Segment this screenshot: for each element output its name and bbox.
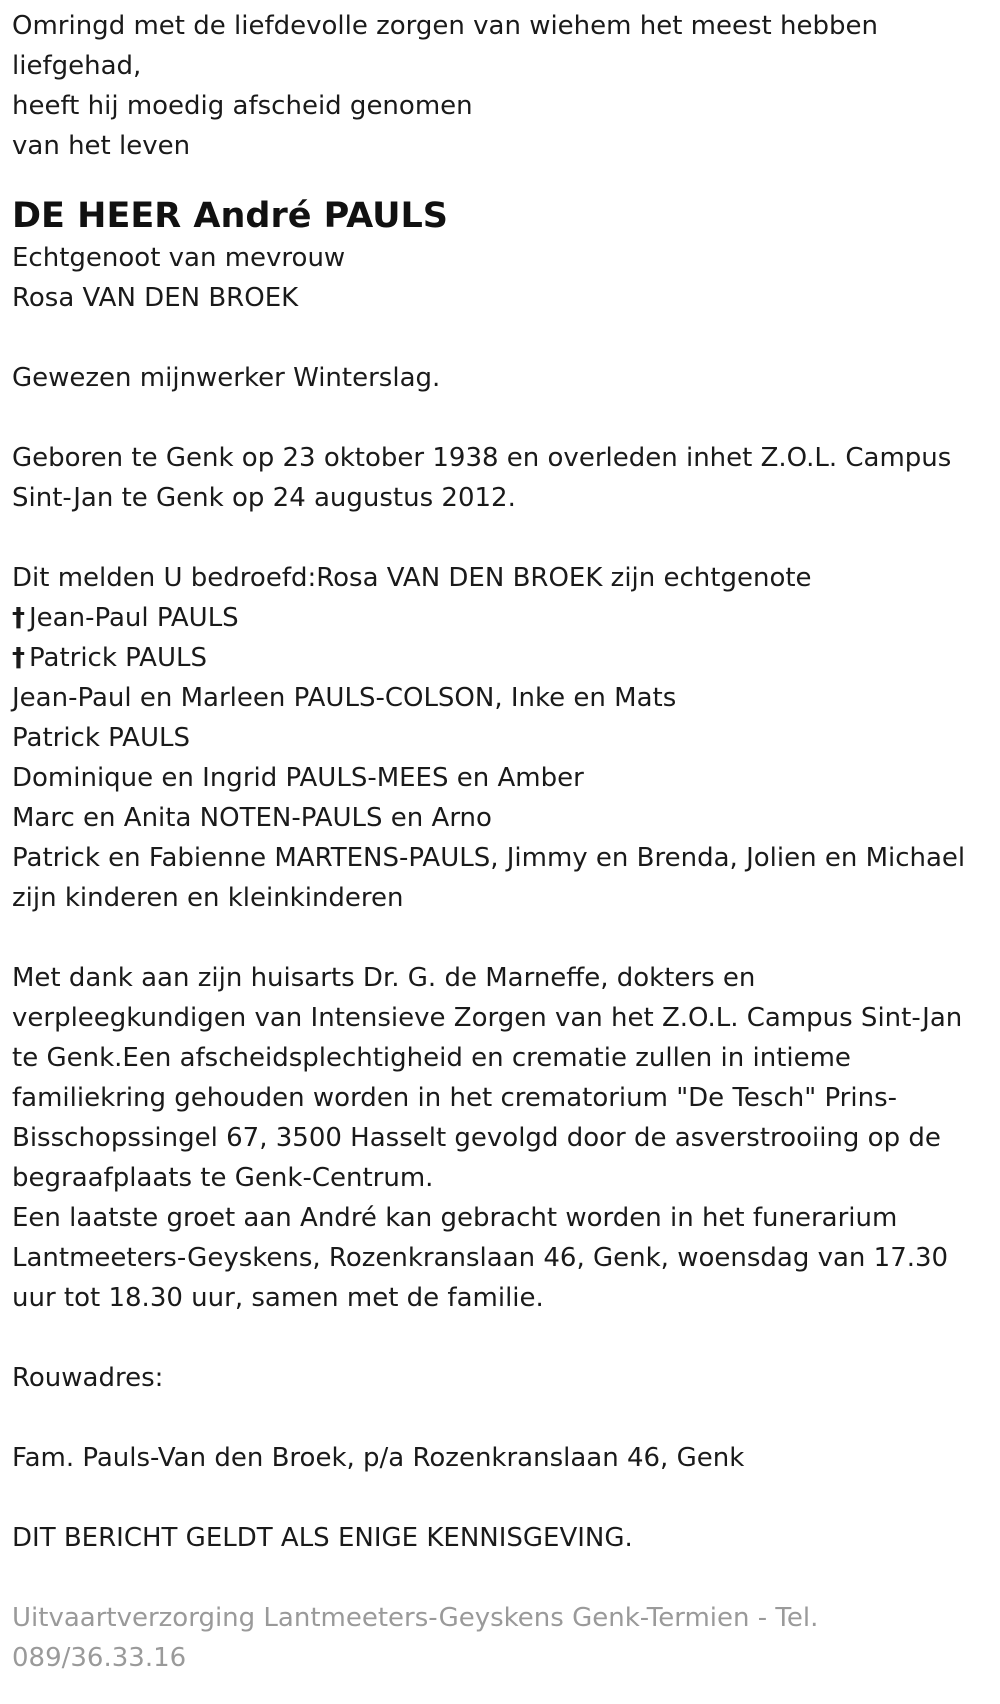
thanks-line: te Genk.Een afscheidsplechtigheid en crematie zullen in intieme (12, 1043, 851, 1073)
mourning-address-paragraph (12, 1438, 988, 1478)
cross-icon: † (12, 643, 25, 673)
family-member: Patrick PAULS (12, 723, 190, 753)
family-intro-line: Dit melden U bedroefd:Rosa VAN DEN BROEK zijn echtgenote (12, 563, 812, 593)
spouse-line: Echtgenoot van mevrouw (12, 243, 346, 273)
notice-paragraph (12, 1518, 988, 1558)
footer-line: Uitvaartverzorging Lantmeeters-Geyskens Genk-Termien - Tel. (12, 1603, 819, 1633)
intro-line: van het leven (12, 131, 191, 161)
intro-line: Omringd met de liefdevolle zorgen van wiehem het meest hebben (12, 11, 878, 41)
thanks-line: uur tot 18.30 uur, samen met de familie. (12, 1283, 544, 1313)
mourning-address-label-paragraph (12, 1358, 988, 1398)
family-member: Jean-Paul en Marleen PAULS-COLSON, Inke en Mats (12, 683, 677, 713)
cross-icon: † (12, 603, 25, 633)
family-member: Dominique en Ingrid PAULS-MEES en Amber (12, 763, 584, 793)
deceased-name: DE HEER André PAULS (12, 196, 449, 236)
spouse-line: Rosa VAN DEN BROEK (12, 283, 299, 313)
notice-text: DIT BERICHT GELDT ALS ENIGE KENNISGEVING. (12, 1523, 633, 1553)
thanks-line: verpleegkundigen van Intensieve Zorgen van het Z.O.L. Campus Sint-Jan (12, 1003, 963, 1033)
footer-paragraph (12, 1598, 988, 1678)
intro-line: liefgehad, (12, 51, 142, 81)
thanks-line: Lantmeeters-Geyskens, Rozenkranslaan 46, Genk, woensdag van 17.30 (12, 1243, 949, 1273)
member-name: Patrick PAULS (29, 643, 207, 673)
birth-death-line: Sint-Jan te Genk op 24 augustus 2012. (12, 483, 516, 513)
family-member: Marc en Anita NOTEN-PAULS en Arno (12, 803, 492, 833)
family-paragraph (12, 558, 988, 918)
thanks-line: Een laatste groet aan André kan gebracht worden in het funerarium (12, 1203, 898, 1233)
family-member: zijn kinderen en kleinkinderen (12, 883, 404, 913)
family-deceased-member (12, 638, 988, 678)
spouse-paragraph (12, 238, 988, 318)
deceased-section (12, 194, 988, 318)
mourning-address: Fam. Pauls-Van den Broek, p/a Rozenkranslaan 46, Genk (12, 1443, 745, 1473)
mourning-address-label: Rouwadres: (12, 1363, 164, 1393)
member-name: Jean-Paul PAULS (29, 603, 239, 633)
occupation-paragraph (12, 358, 988, 398)
intro-line: heeft hij moedig afscheid genomen (12, 91, 473, 121)
intro-paragraph (12, 6, 988, 166)
thanks-line: familiekring gehouden worden in het crematorium "De Tesch" Prins- (12, 1083, 897, 1113)
footer-line: 089/36.33.16 (12, 1643, 187, 1673)
thanks-line: begraafplaats te Genk-Centrum. (12, 1163, 434, 1193)
thanks-line: Met dank aan zijn huisarts Dr. G. de Marneffe, dokters en (12, 963, 756, 993)
family-member: Patrick en Fabienne MARTENS-PAULS, Jimmy en Brenda, Jolien en Michael (12, 843, 966, 873)
birth-death-paragraph (12, 438, 988, 518)
family-deceased-member (12, 598, 988, 638)
birth-death-line: Geboren te Genk op 23 oktober 1938 en overleden inhet Z.O.L. Campus (12, 443, 952, 473)
occupation-line: Gewezen mijnwerker Winterslag. (12, 363, 441, 393)
thanks-line: Bisschopssingel 67, 3500 Hasselt gevolgd door de asverstrooiing op de (12, 1123, 941, 1153)
thanks-paragraph (12, 958, 988, 1318)
